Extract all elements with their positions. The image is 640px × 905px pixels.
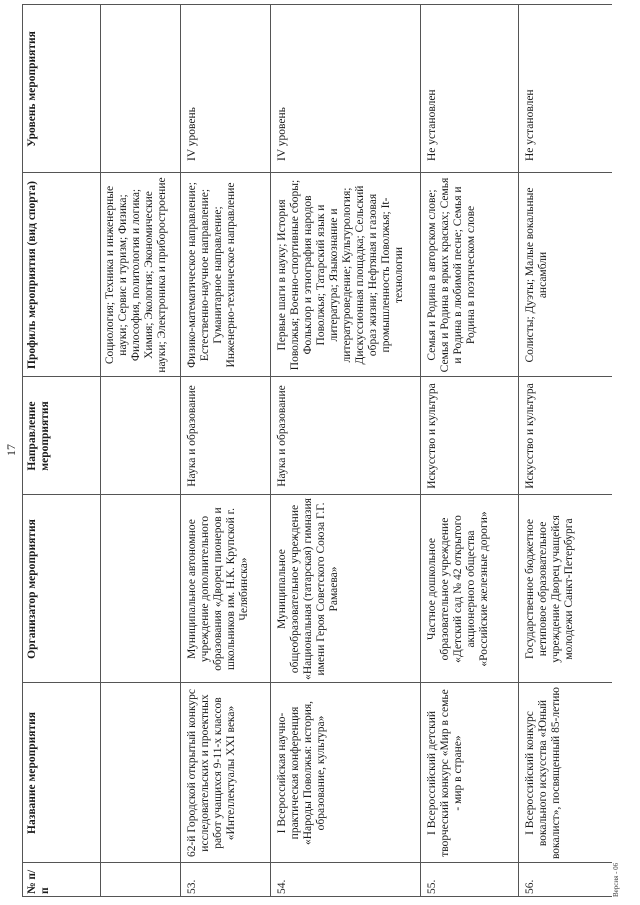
cell-organizer: Муниципальное общеобразовательное учреждение «Национальная (татарская) гимназия имени Героя Советского Союза Г.Г. Рамаева» — [276, 498, 340, 680]
cell-organizer: Муниципальное автономное учреждение дополнительного образования «Дворец пионеров и школьников им. Н.К. Крупской г. Челябинска» — [186, 507, 250, 671]
cell-direction: Искусство и культура — [524, 383, 536, 489]
cell-level: IV уровень — [186, 107, 198, 161]
cell-profile: Первые шаги в науку; История Поволжья; Военно-спортивные сборы; Фольклор и этнография народов Поволжья; Татарский язык и литература; Языкознание и литературоведение; Культурология; Дискуссионная площадка; Сельский образ жизни; Нефтяная и газовая промышленность Поволжья; It-технологии — [276, 179, 405, 371]
cell-num: 56. — [524, 879, 536, 894]
row-border — [180, 5, 181, 897]
header-profile: Профиль мероприятия (вид спорта) — [26, 181, 38, 369]
footer-version: Версия - 06 — [612, 862, 620, 897]
header-num: № п/п — [26, 869, 51, 894]
cell-name: I Всероссийский детский творческий конкурс «Мир в семье - мир в стране» — [426, 689, 464, 857]
cell-level: Не установлен — [524, 89, 536, 161]
cell-level: Не установлен — [426, 89, 438, 161]
cell-name: I Всероссийская научно-практическая конференция «Народы Поволжья: история, образование, культура» — [276, 700, 327, 846]
row-border — [518, 5, 519, 897]
cell-direction: Наука и образование — [186, 385, 198, 487]
cell-direction: Искусство и культура — [426, 383, 438, 489]
cell-profile: Физико-математическое направление; Естественно-научное направление; Гуманитарное направление; Инженерно-техническое направление — [186, 182, 237, 368]
table-top-border — [22, 5, 23, 897]
cell-profile: Семья и Родина в авторском слове; Семья и Родина в ярких красках; Семья и Родина в любимой песне; Семья и Родина в поэтическом слове — [426, 177, 477, 373]
cell-direction: Наука и образование — [276, 385, 288, 487]
cell-profile: Солисты; Дуэты; Малые вокальные ансамбли — [524, 187, 549, 363]
header-organizer: Организатор мероприятия — [26, 519, 38, 659]
cell-num: 54. — [276, 879, 288, 894]
row-border — [420, 5, 421, 897]
cell-level: IV уровень — [276, 107, 288, 161]
cell-num: 53. — [186, 879, 198, 894]
cell-organizer: Частное дошкольное образовательное учреждение «Детский сад № 42 открытого акционерного общества «Российские железные дороги» — [426, 511, 490, 667]
header-direction: Направление мероприятия — [26, 401, 51, 471]
cell-organizer: Государственное бюджетное нетиповое образовательное учреждение Дворец учащейся молодежи Санкт-Петербурга — [524, 515, 575, 663]
header-bottom-border — [100, 5, 101, 897]
cell-name: 62-й Городской открытый конкурс исследовательских и проектных работ учащихся 9-11-х классов «Интеллектуалы XXI века» — [186, 688, 237, 858]
cell-name: I Всероссийский конкурс вокального искусства «Юный вокалист», посвященный 85-летию — [524, 686, 562, 860]
page-number: 17 — [4, 444, 18, 456]
cell-num: 55. — [426, 879, 438, 894]
cell-profile: Социология; Техника и инженерные науки; Сервис и туризм; Физика; Философия, политология и логика; Химия; Экология; Экономические науки; Электроника и приборостроение — [104, 177, 168, 373]
header-name: Название мероприятия — [26, 712, 38, 834]
header-level: Уровень мероприятия — [26, 31, 38, 147]
row-border — [270, 5, 271, 897]
